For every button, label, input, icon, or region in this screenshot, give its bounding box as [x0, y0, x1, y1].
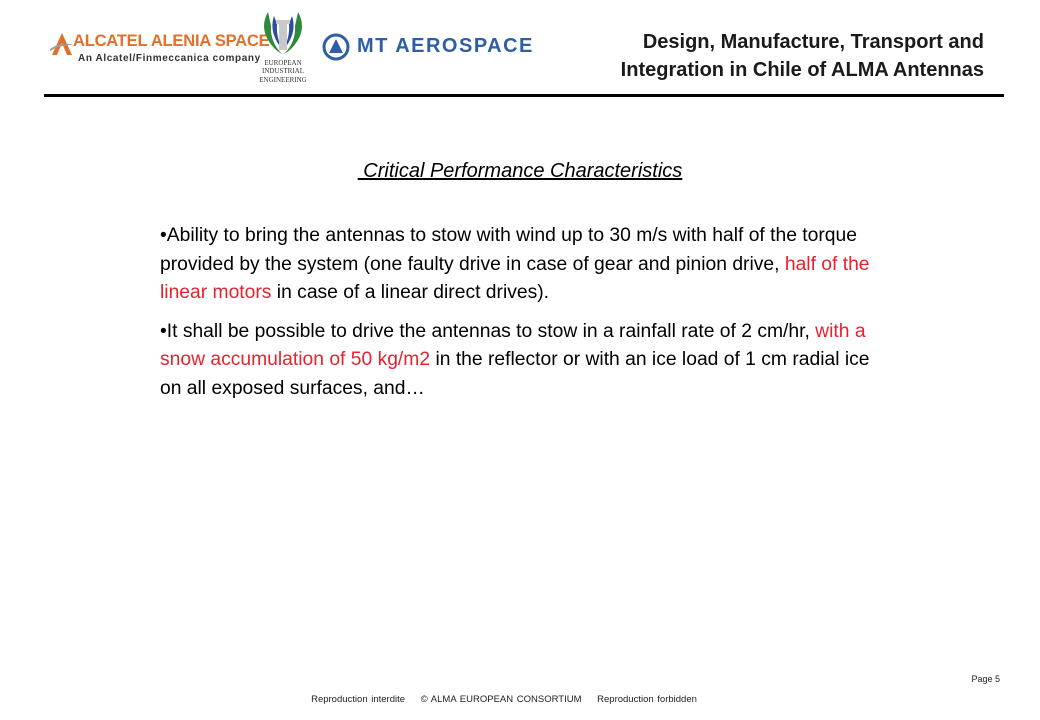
bullet-text: •Ability to bring the antennas to stow with wind up to 30 m/s with half of the torque provided by the system (one faulty drive in case of gear and pinion drive,: [160, 225, 857, 275]
header-title-line-1: Design, Manufacture, Transport and: [642, 31, 984, 53]
footer-left: Reproduction interdite: [311, 694, 406, 705]
eie-line-3: ENGINEERING: [259, 75, 307, 84]
slide-body: [160, 222, 880, 413]
footer-center: © ALMA EUROPEAN CONSORTIUM: [420, 694, 582, 705]
bullet-text: in the reflector or with an ice load of 1 cm radial ice on all exposed surfaces, and…: [160, 349, 870, 399]
eie-emblem-icon: [254, 10, 312, 58]
eie-line-2: INDUSTRIAL: [262, 67, 304, 76]
alcatel-logo-name: ALCATEL ALENIA SPACE: [73, 32, 270, 50]
bullet-highlight: half of the linear motors: [160, 253, 870, 303]
european-industrial-engineering-logo: [254, 10, 312, 94]
mt-aerospace-icon: [322, 33, 350, 61]
bullet-highlight: with a snow accumulation of 50 kg/m2: [160, 320, 866, 370]
bullet-text: in case of a linear direct drives).: [271, 282, 550, 303]
header-title-line-2: Integration in Chile of ALMA Antennas: [620, 59, 984, 81]
alcatel-swoosh-icon: [50, 31, 74, 57]
slide-heading: Critical Performance Characteristics: [357, 160, 683, 182]
footer-right: Reproduction forbidden: [597, 694, 697, 705]
eie-logo-text: [254, 59, 312, 84]
mt-logo-name: MT AEROSPACE: [357, 35, 534, 57]
page-number: Page 5: [971, 674, 1000, 684]
bullet-item: [160, 222, 880, 308]
header-divider: [44, 94, 1004, 97]
footer: [0, 694, 1008, 705]
eie-line-1: EUROPEAN: [264, 59, 302, 67]
alcatel-logo-tagline: An Alcatel/Finmeccanica company: [78, 53, 261, 64]
alcatel-alenia-space-logo: [46, 28, 270, 72]
bullet-text: •It shall be possible to drive the antennas to stow in a rainfall rate of 2 cm/hr,: [160, 320, 816, 342]
mt-aerospace-logo: [322, 33, 532, 61]
header-title: [554, 28, 984, 84]
bullet-item: [160, 318, 880, 404]
